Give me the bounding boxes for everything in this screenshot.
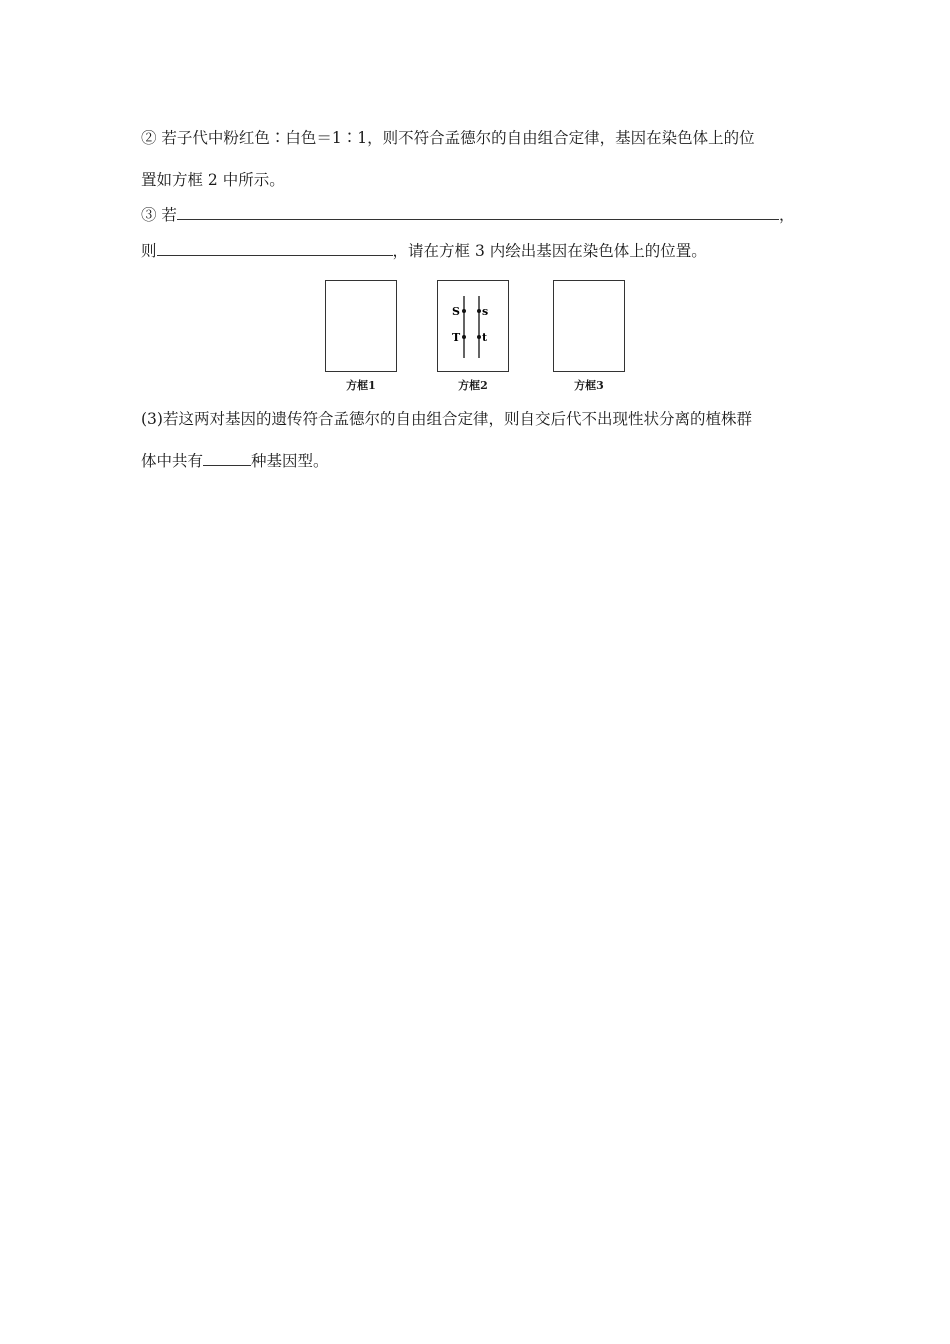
box3-caption: 方框3 <box>574 379 604 392</box>
box2-caption: 方框2 <box>458 379 488 392</box>
para3-line1 <box>141 205 794 225</box>
para3-line2 <box>141 241 707 261</box>
gene-s-label: s <box>482 305 489 318</box>
para3-prefix: ③ 若 <box>141 206 177 224</box>
answer-blank-genotype-count[interactable] <box>203 451 251 466</box>
q3-line2 <box>141 451 329 471</box>
para2-line2: 置如方框 2 中所示。 <box>141 171 285 189</box>
q3-line1: (3)若这两对基因的遗传符合孟德尔的自由组合定律，则自交后代不出现性状分离的植株群 <box>141 410 752 428</box>
para3b-suffix: ，请在方框 3 内绘出基因在染色体上的位置。 <box>392 242 707 260</box>
box-1 <box>325 280 397 372</box>
locus-S-dot <box>462 309 466 313</box>
para3-suffix: ， <box>778 206 795 224</box>
chromosome-diagram <box>437 280 509 372</box>
answer-blank-result[interactable] <box>157 241 393 256</box>
para2-line1: ② 若子代中粉红色∶白色＝1∶1，则不符合孟德尔的自由组合定律，基因在染色体上的位 <box>141 129 755 147</box>
gene-T-label: T <box>452 331 461 344</box>
box1-caption: 方框1 <box>346 379 376 392</box>
locus-t-dot <box>477 335 481 339</box>
q3-prefix: 体中共有 <box>141 452 204 470</box>
locus-s-dot <box>477 309 481 313</box>
locus-T-dot <box>462 335 466 339</box>
box-2 <box>437 280 509 372</box>
q3-suffix: 种基因型。 <box>251 452 329 470</box>
box-3[interactable] <box>553 280 625 372</box>
gene-S-label: S <box>452 305 460 318</box>
answer-blank-condition[interactable] <box>177 205 779 220</box>
gene-t-label: t <box>482 331 488 344</box>
para3b-prefix: 则 <box>141 242 157 260</box>
